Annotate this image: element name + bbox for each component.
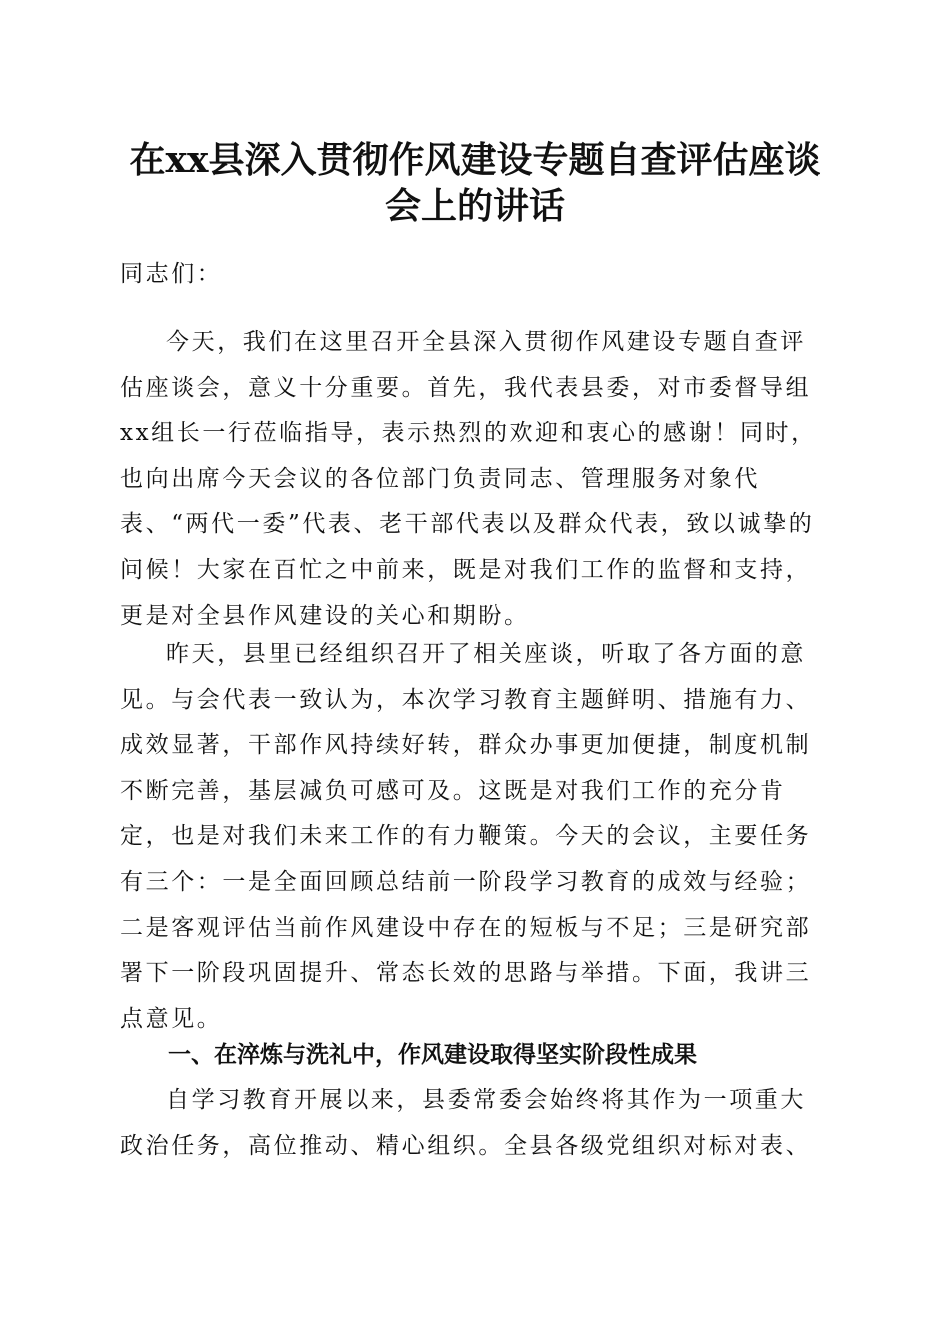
document-title-line-1: 在xx县深入贯彻作风建设专题自查评估座谈: [129, 139, 821, 181]
section-paragraph: 自学习教育开展以来，县委常委会始终将其作为一项重大政治任务，高位推动、精心组织。全县各级党组织对标对表、: [120, 1087, 812, 1159]
section-heading: 一、在淬炼与洗礼中，作风建设取得坚实阶段性成果: [168, 1042, 697, 1068]
document-title-line-2: 会上的讲话: [384, 185, 565, 227]
paragraph-opening: 今天，我们在这里召开全县深入贯彻作风建设专题自查评估座谈会，意义十分重要。首先，我代表县委，对市委督导组xx组长一行莅临指导，表示热烈的欢迎和衷心的感谢！同时，也向出席今天会议的各位部门负责同志、管理服务对象代表、“两代一委”代表、老干部代表以及群众代表，致以诚挚的问候！大家在百忙之中前来，既是对我们工作的监督和支持，更是对全县作风建设的关心和期盼。: [120, 329, 817, 629]
paragraph-meeting-tasks: 昨天，县里已经组织召开了相关座谈，听取了各方面的意见。与会代表一致认为，本次学习教育主题鲜明、措施有力、成效显著，干部作风持续好转，群众办事更加便捷，制度机制不断完善，基层减负可感可及。这既是对我们工作的充分肯定，也是对我们未来工作的有力鞭策。今天的会议，主要任务有三个：一是全面回顾总结前一阶段学习教育的成效与经验；二是客观评估当前作风建设中存在的短板与不足；三是研究部署下一阶段巩固提升、常态长效的思路与举措。下面，我讲三点意见。: [120, 641, 812, 1032]
salutation: 同志们：: [120, 261, 223, 287]
